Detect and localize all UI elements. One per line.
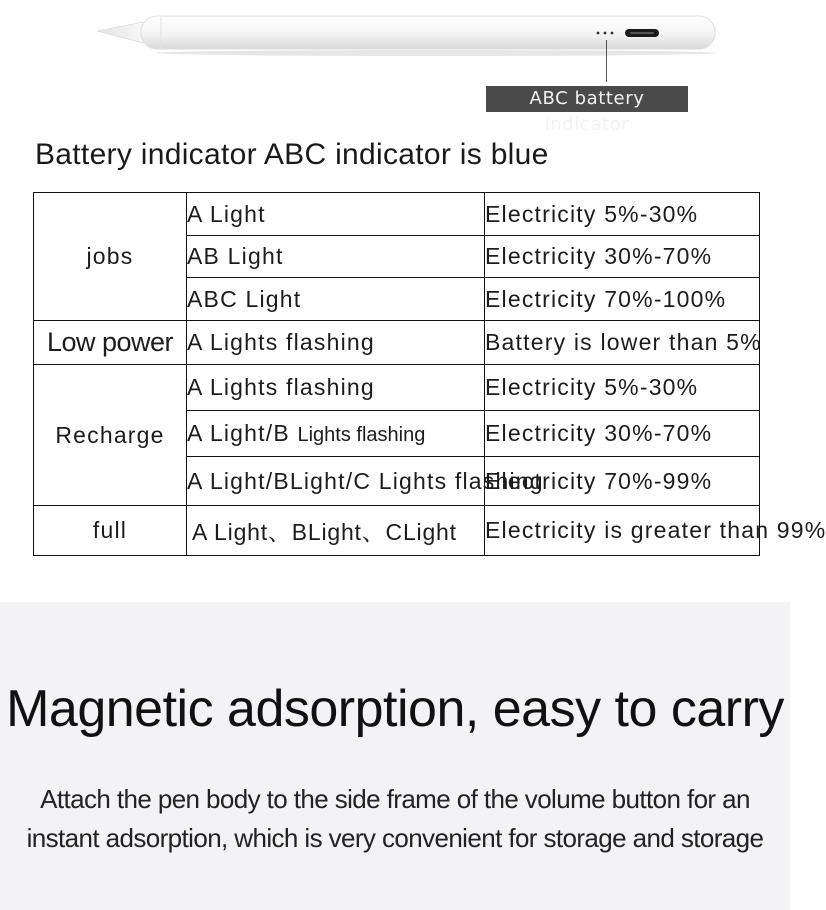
abc-indicator-label: ABC battery indicator [486,86,688,112]
level-cell: Electricity is greater than 99% [485,506,760,556]
mode-cell: AB Light [187,236,485,278]
feature-description-line: Attach the pen body to the side frame of the volume button for an [40,784,750,814]
level-cell: Electricity 70%-100% [485,278,760,321]
mode-cell-prefix: A Light/B [187,420,298,446]
mode-cell: A Lights flashing [187,365,485,411]
table-row [34,365,760,411]
feature-description-line: instant adsorption, which is very convenient for storage and storage [26,823,764,853]
level-cell: Electricity 5%-30% [485,193,760,236]
level-cell: Electricity 70%-99% [485,457,760,506]
mode-cell: ABC Light [187,278,485,321]
mode-cell-suffix: Lights flashing [297,424,426,446]
table-row [34,193,760,236]
level-cell: Electricity 5%-30% [485,365,760,411]
section-title: Battery indicator ABC indicator is blue [35,138,549,171]
group-label-low-power: Low power [34,321,187,365]
group-label-full: full [34,506,187,556]
group-label-recharge: Recharge [34,365,187,506]
group-label-jobs: jobs [34,193,187,321]
stylus-pen-image [95,12,717,58]
feature-headline: Magnetic adsorption, easy to carry [6,680,784,738]
mode-cell: A Lights flashing [187,321,485,365]
mode-cell [187,411,485,457]
table-row [34,321,760,365]
level-cell: Battery is lower than 5% [485,321,760,365]
mode-cell: A Light/BLight/C Lights flashing [187,457,485,506]
battery-indicator-table [33,192,826,556]
level-cell: Electricity 30%-70% [485,236,760,278]
level-cell: Electricity 30%-70% [485,411,760,457]
callout-line [606,40,607,82]
mode-cell: A Light、BLight、CLight [187,506,485,556]
mode-cell: A Light [187,193,485,236]
feature-description [0,780,790,858]
table-row [34,506,760,556]
feature-section [0,602,790,910]
